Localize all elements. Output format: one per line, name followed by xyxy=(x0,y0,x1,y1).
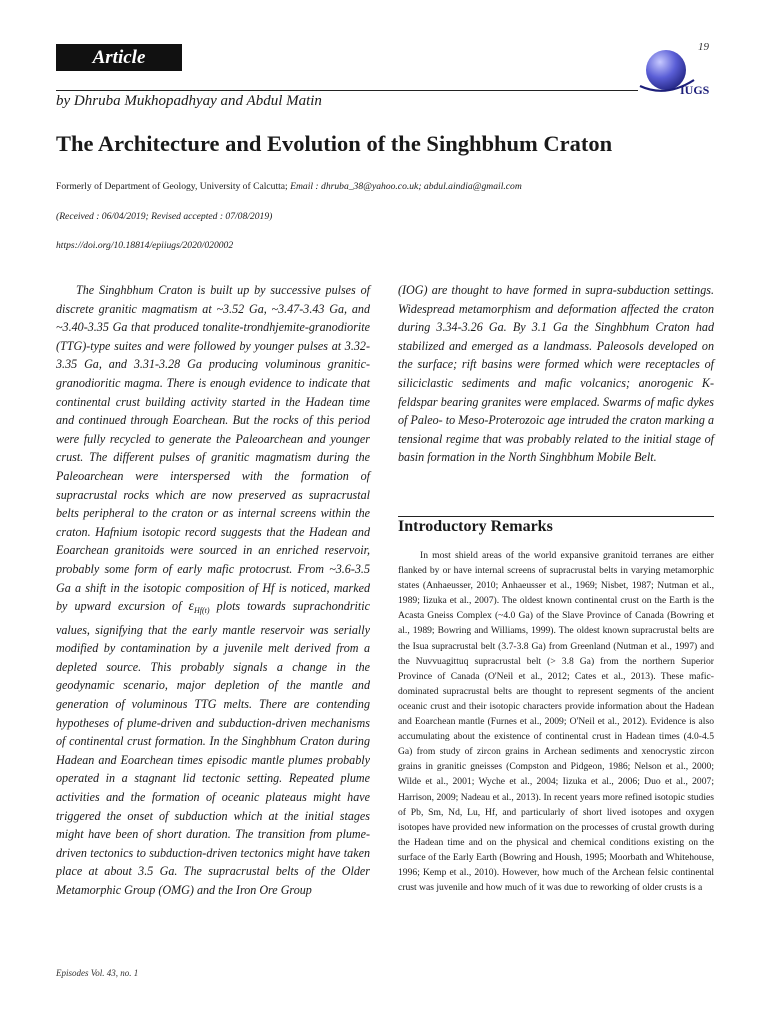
header-divider xyxy=(56,90,638,91)
affiliation xyxy=(56,181,522,192)
abstract-text-part2: plots towards suprachondritic values, signifying that the early mantle reservoir was serially modified by contamination by a juvenile melt derived from a depleted source. This probably signals a change in the geodynamic scenario, major depletion of the mantle and generation of voluminous TTG melts. There are contending hypotheses of plume-driven and subduction-driven mechanisms of continental crust formation. In the Singhbhum Craton during Hadean and Eoarchean times episodic mantle plumes probably operated in a stagnant lid tectonic setting. Repeated plume activities and the formation of oceanic plateaus might have triggered the onset of subduction which at the initial stages might have been of short duration. The transition from plume-driven tectonics to subduction-driven tectonics might have taken place at about 3.5 Ga. The supracrustal belts of the Older Metamorphic Group (OMG) and the Iron Ore Group xyxy=(56,599,370,897)
section-heading: Introductory Remarks xyxy=(398,518,553,535)
page-number: 19 xyxy=(698,41,709,53)
email-label: Email : xyxy=(290,181,322,192)
received-dates: (Received : 06/04/2019; Revised accepted : 07/08/2019) xyxy=(56,211,273,222)
abstract-right-column: (IOG) are thought to have formed in supra-subduction settings. Widespread metamorphism and deformation affected the craton during 3.34-3.26 Ga. By 3.1 Ga the Singhbhum Craton had stabilized and emerged as a landmass. Paleosols developed on the surface; rift basins were formed which were receptacles of siliciclastic sediments and mafic volcanics; anorogenic K-feldspar bearing granites were emplaced. Swarms of mafic dykes of Paleo- to Meso-Proterozoic age intruded the craton marking a tensional regime that was probably related to the initial stage of basin formation in the North Singhbhum Mobile Belt. xyxy=(398,283,714,465)
epsilon-subscript: Hf(t) xyxy=(194,606,210,616)
journal-footer: Episodes Vol. 43, no. 1 xyxy=(56,968,139,978)
affiliation-text: Formerly of Department of Geology, University of Calcutta; xyxy=(56,181,291,192)
logo-text: IUGS xyxy=(680,83,710,97)
doi-link[interactable]: https://doi.org/10.18814/epiiugs/2020/020002 xyxy=(56,240,234,251)
abstract-left-column xyxy=(56,281,370,900)
email-addresses[interactable]: dhruba_38@yahoo.co.uk; abdul.aindia@gmail.com xyxy=(321,181,522,192)
abstract-text-part1: The Singhbhum Craton is built up by successive pulses of discrete granitic magmatism at ~3.52 Ga, ~3.47-3.43 Ga, and ~3.40-3.35 Ga that produced tonalite-trondhjemite-granodiorite (TTG)-type suites and were followed by younger pulses at 3.32-3.35 Ga, and 3.31-3.28 Ga producing voluminous granitic-granodioritic magma. There is enough evidence to indicate that continental crust building activity started in the Hadean time and continued through Eoarchean. But the rocks of this period were fully recycled to generate the Paleoarchean and younger crust. The different pulses of granitic magmatism during the Paleoarchean were interspersed with the formation of supracrustal rocks which are now preserved as supracrustal belts peripheral to the craton or as internal screens within the craton. Hafnium isotopic record suggests that the Hadean and Eoarchean granitoids were sourced in an enriched reservoir, probably some form of early mafic protocrust. From ~3.6-3.5 Ga a shift in the isotopic composition of Hf is noticed, marked by upward excursion of xyxy=(56,283,370,614)
section-divider xyxy=(398,516,714,517)
byline: by Dhruba Mukhopadhyay and Abdul Matin xyxy=(56,93,322,109)
iugs-logo xyxy=(636,46,722,104)
epsilon-symbol: ε xyxy=(188,599,195,615)
article-label: Article xyxy=(56,44,182,71)
intro-paragraph: In most shield areas of the world expansive granitoid terranes are either flanked by or have internal screens of supracrustal belts in varying metamorphic states (Anhaeusser, 2010; Anhaeusser et al., 1969; Nisbet, 1987; Nutman et al., 1989; Iizuka et al., 2007). The oldest known continental crust on the Earth is the Acasta Gneiss Complex (~4.0 Ga) of the Slave Province of Canada (Bowring et al., 1989; Bowring and Williams, 1999). The oldest known supracrustal belts are the Isua supracrustal belt (3.7-3.8 Ga) from Greenland (Nutman et al., 1997) and the Nuvvuagittuq supracrustal belt (> 3.8 Ga) from the northern Superior Province of Canada (O'Neil et al., 2012; Cates et al., 2013). These mafic-dominated supracrustal belts are thought to represent segments of the ancient oceanic crust and their isotopic characters provide information about the Hadean and Eoarchean mantle (Furnes et al., 2009; O'Neil et al., 2012). Evidence is also accumulating about the existence of continental crust in Hadean times (4.0-4.5 Ga) from study of zircon grains in Archean sediments and xenocrystic zircon grains in granitic gneisses (Compston and Pidgeon, 1986; Nelson et al., 2000; Wilde et al., 2001; Wyche et al., 2004; Iizuka et al., 2006; Duo et al., 2007; Harrison, 2009; Nadeau et al., 2013). In recent years more refined isotopic studies of Pb, Sm, Nd, Lu, Hf, and particularly of short lived isotopes and oxygen isotopes have provided new information on the processes of crustal growth during the Hadean time and on the physical and chemical conditions existing on the surface of the Early Earth (Bowring and Housh, 1995; Moorbath and Whitehouse, 1996; Kemp et al., 2010). However, how much of the Archean felsic continental crust was juvenile and how much of it was due to reworking of older crusts is a xyxy=(398,550,714,894)
article-title: The Architecture and Evolution of the Singhbhum Craton xyxy=(56,131,613,156)
